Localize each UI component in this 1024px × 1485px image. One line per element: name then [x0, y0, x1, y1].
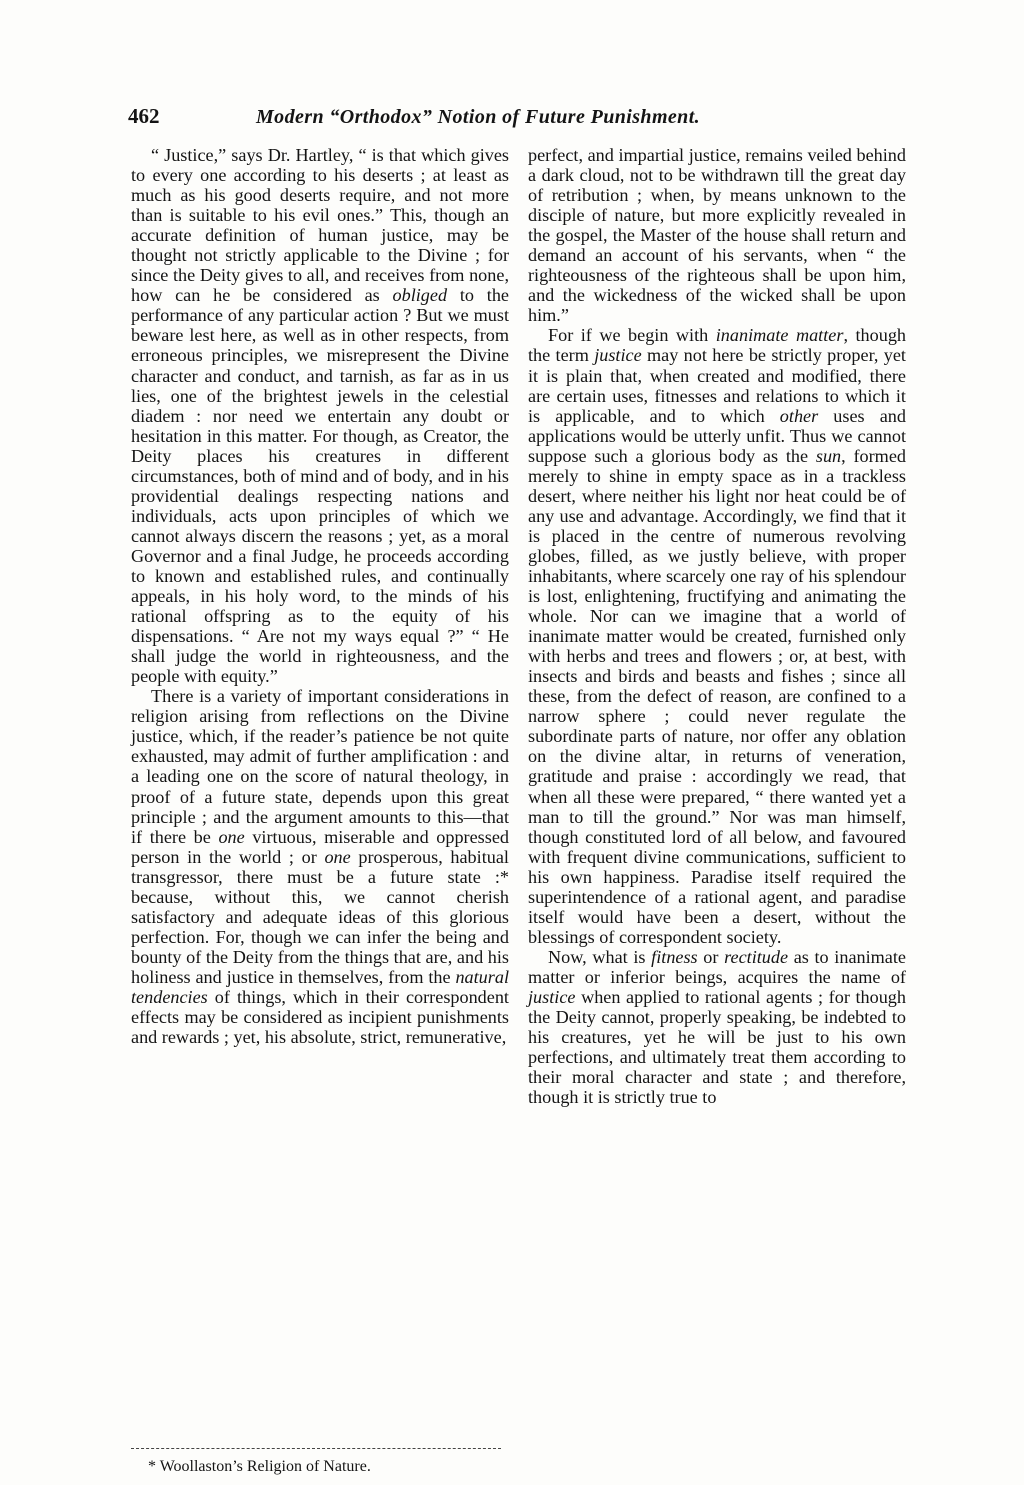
text-run: virtuous, miserable and oppressed person in the world ; or	[131, 826, 510, 867]
italic-run: rectitude	[724, 946, 789, 967]
text-run: uses and applications would be utterly unfit. Thus we cannot suppose such a glorious body as the	[528, 405, 906, 466]
paragraph	[528, 947, 906, 1107]
text-run: to the performance of any particular action ? But we must beware lest here, as well as in other respects, from erroneous principles, we misrepresent the Divine character and conduct, and tarnish, as far as in us lies, one of the brightest jewels in the celestial diadem : nor need we entertain any doubt or hesitation in this matter. For though, as Creator, the Deity places his creatures in different circumstances, both of mind and of body, and in his providential dealings respecting nations and individuals, acts upon principles of which we cannot always discern the reasons ; yet, as a moral Governor and a final Judge, he proceeds according to known and established rules, and continually appeals, in his holy word, to the minds of his rational offspring as to the equity of his dispensations. “ Are not my ways equal ?” “ He shall judge the world in righteousness, and the people with equity.”	[131, 285, 509, 687]
text-run: , formed merely to shine in empty space as in a trackless desert, where neither his light nor heat could be of any use and advantage. Accordingly, we find that it is placed in the centre of numerous revolving globes, filled, as we justly believe, with proper inhabitants, where scarcely one ray of his splendour is lost, enlightening, fructifying and animating the whole. Nor can we imagine that a world of inanimate matter would be created, furnished only with herbs and trees and flowers ; or, at best, with insects and birds and beasts and fishes ; since all these, from the defect of reason, are confined to a narrow sphere ; could never regulate the subordinate parts of nature, nor offer any oblation on the divine altar, in returns of veneration, gratitude and praise : accordingly we read, that when all these were prepared, “ there wanted yet a man to till the ground.” Nor was man himself, though constituted lord of all below, and favoured with frequent divine communications, sufficient to his own happiness. Paradise itself required the superintendence of a rational agent, and paradise itself would have been a desert, without the blessings of correspondent society.	[528, 445, 906, 947]
text-run: prosperous, habitual transgressor, there must be a future state :* because, without this, we cannot cherish satisfactory and adequate ideas of this glorious perfection. For, though we can infer the being and bounty of the Deity from the things that are, and his holiness and justice in themselves, from the	[131, 846, 509, 987]
text-run: when applied to rational agents ; for though the Deity cannot, properly speaking, be indebted to his creatures, yet he will be just to his own perfections, and ultimately treat them according to their moral character and state ; and therefore, though it is strictly true to	[528, 986, 906, 1108]
text-run: of things, which in their correspondent effects may be considered as incipient punishments and rewards ; yet, his absolute, strict, remunerative,	[131, 986, 509, 1048]
italic-run: obliged	[392, 285, 448, 306]
footnote: * Woollaston’s Religion of Nature.	[148, 1458, 371, 1475]
left-column	[131, 145, 509, 1047]
italic-run: fitness	[651, 946, 698, 967]
paragraph	[131, 145, 509, 686]
text-run: may not here be strictly proper, yet it is plain that, when created and modified, there are certain uses, fitnesses and relations to which it is applicable, and to which	[528, 345, 906, 426]
text-run: perfect, and impartial justice, remains veiled behind a dark cloud, not to be withdrawn till the great day of retribution ; when, by means unknown to the disciple of nature, but more explicitly revealed in the gospel, the Master of the house shall return and demand an account of his servants, when “ the righteousness of the righteous shall be upon him, and the wickedness of the wicked shall be upon him.”	[528, 145, 906, 326]
italic-run: other	[779, 405, 819, 426]
text-run: For if we begin with	[548, 325, 716, 346]
running-title: Modern “Orthodox” Notion of Future Punishment.	[256, 106, 701, 128]
right-column	[528, 145, 906, 1107]
footnote-rule	[131, 1448, 501, 1449]
text-run: “ Justice,” says Dr. Hartley, “ is that which gives to every one according to his deserts ; at least as much as his good deserts require, and not more than is suitable to his evil ones.” This, though an accurate definition of human justice, may be thought not strictly applicable to the Divine ; for since the Deity gives to all, and receives from none, how can he be considered as	[131, 145, 509, 306]
page-number: 462	[128, 104, 160, 128]
italic-run: justice	[594, 345, 642, 366]
italic-run: inanimate matter	[715, 325, 844, 346]
italic-run: natural tendencies	[131, 966, 509, 1007]
paragraph	[528, 325, 906, 946]
text-run: or	[697, 946, 725, 967]
text-run: , though the term	[528, 325, 907, 366]
italic-run: justice	[528, 986, 576, 1007]
page-header	[128, 104, 910, 134]
italic-run: sun	[815, 445, 842, 466]
italic-run: one	[324, 846, 351, 867]
paragraph	[528, 145, 906, 325]
text-run: Now, what is	[548, 946, 652, 967]
text-run: as to inanimate matter or inferior beings, acquires the name of	[528, 946, 907, 987]
paragraph	[131, 686, 509, 1047]
italic-run: one	[218, 826, 245, 847]
text-run: There is a variety of important considerations in religion arising from reflections on the Divine justice, which, if the reader’s patience be not quite exhausted, may admit of further amplification : and a leading one on the score of natural theology, in proof of a future state, depends upon this great principle ; and the argument amounts to this—that if there be	[131, 686, 509, 847]
